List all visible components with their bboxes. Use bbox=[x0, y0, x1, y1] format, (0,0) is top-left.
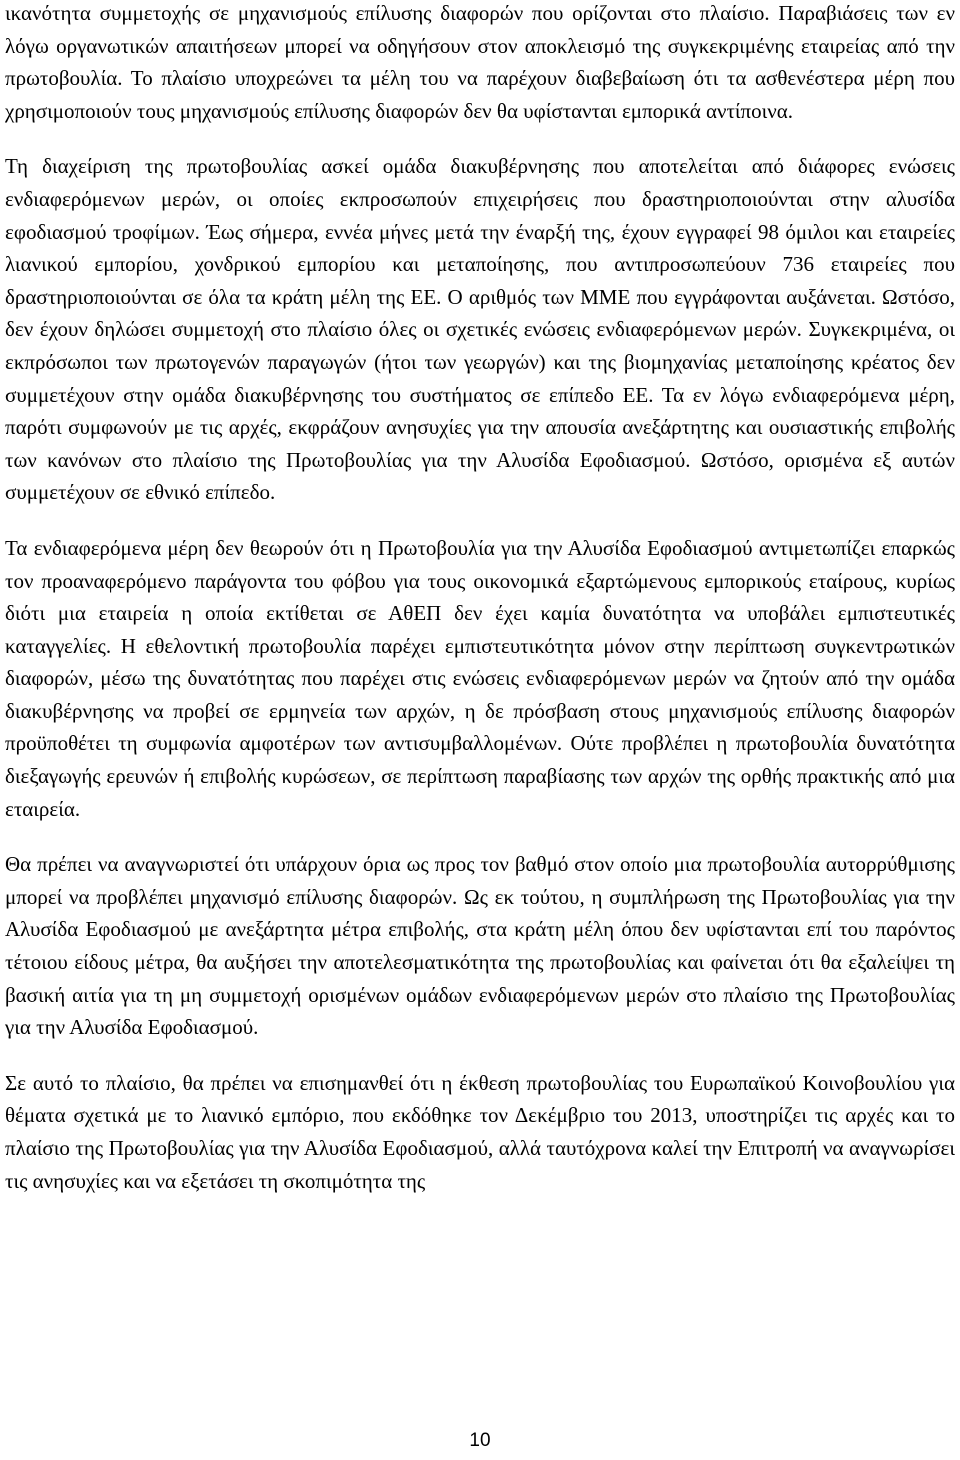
paragraph-parliament-report: Σε αυτό το πλαίσιο, θα πρέπει να επισημανθεί ότι η έκθεση πρωτοβουλίας του Ευρωπαϊκού Κοινοβουλίου για θέματα σχετικά με το λιανικό εμπόριο, που εκδόθηκε τον Δεκέμβριο του 2013, υποστηρίζει τις αρχές και το πλαίσιο της Πρωτοβουλίας για την Αλυσίδα Εφοδιασμού, αλλά ταυτόχρονα καλεί την Επιτροπή να αναγνωρίσει τις ανησυχίες και να εξετάσει τη σκοπιμότητα της bbox=[5, 1070, 955, 1193]
document-page bbox=[5, 0, 955, 1197]
paragraph-governance-group: Τη διαχείριση της πρωτοβουλίας ασκεί ομάδα διακυβέρνησης που αποτελείται από διάφορες ενώσεις ενδιαφερόμενων μερών, οι οποίες εκπροσωπούν επιχειρήσεις που δραστηριοποιούνται στην αλυσίδα εφοδιασμού τροφίμων. Έως σήμερα, εννέα μήνες μετά την έναρξή της, έχουν εγγραφεί 98 όμιλοι και εταιρείες λιανικού εμπορίου, χονδρικού εμπορίου και μεταποίησης, που αντιπροσωπεύουν 736 εταιρείες που δραστηριοποιούνται σε όλα τα κράτη μέλη της ΕΕ. Ο αριθμός των ΜΜΕ που εγγράφονται αυξάνεται. Ωστόσο, δεν έχουν δηλώσει συμμετοχή στο πλαίσιο όλες οι σχετικές ενώσεις ενδιαφερόμενων μερών. Συγκεκριμένα, οι εκπρόσωποι των πρωτογενών παραγωγών (ήτοι των γεωργών) και της βιομηχανίας μεταποίησης κρέατος δεν συμμετέχουν στην ομάδα διακυβέρνησης του συστήματος σε επίπεδο ΕΕ. Τα εν λόγω ενδιαφερόμενα μέρη, παρότι συμφωνούν με τις αρχές, εκφράζουν ανησυχίες για την απουσία ανεξάρτητης και ουσιαστικής επιβολής των κανόνων στο πλαίσιο της Πρωτοβουλίας για την Αλυσίδα Εφοδιασμού. Ωστόσο, ορισμένα εξ αυτών συμμετέχουν σε εθνικό επίπεδο. bbox=[5, 154, 955, 505]
paragraph-dispute-resolution: ικανότητα συμμετοχής σε μηχανισμούς επίλυσης διαφορών που ορίζονται στο πλαίσιο. Παραβιάσεις των εν λόγω οργανωτικών απαιτήσεων μπορεί να οδηγήσουν στον αποκλεισμό της συγκεκριμένης εταιρείας από την πρωτοβουλία. Το πλαίσιο υποχρεώνει τα μέλη του να παρέχουν διαβεβαίωση ότι τα ασθενέστερα μέρη που χρησιμοποιούν τους μηχανισμούς επίλυσης διαφορών δεν θα υφίστανται εμπορικά αντίποινα. bbox=[5, 1, 955, 123]
paragraph-fear-factor: Τα ενδιαφερόμενα μέρη δεν θεωρούν ότι η Πρωτοβουλία για την Αλυσίδα Εφοδιασμού αντιμετωπίζει επαρκώς τον προαναφερόμενο παράγοντα του φόβου για τους οικονομικά εξαρτώμενους εμπορικούς εταίρους, κυρίως διότι μια εταιρεία η οποία εκτίθεται σε ΑθΕΠ δεν έχει καμία δυνατότητα να υποβάλει εμπιστευτικές καταγγελίες. Η εθελοντική πρωτοβουλία παρέχει εμπιστευτικότητα μόνον στην περίπτωση συγκεντρωτικών διαφορών, μέσω της δυνατότητας που παρέχει στις ενώσεις ενδιαφερόμενων μερών να ζητούν από την ομάδα διακυβέρνησης να προβεί σε ερμηνεία των αρχών, η δε πρόσβαση στους μηχανισμούς επίλυσης διαφορών προϋποθέτει τη συμφωνία αμφοτέρων των αντισυμβαλλομένων. Ούτε προβλέπει η πρωτοβουλία δυνατότητα διεξαγωγής ερευνών ή επιβολής κυρώσεων, σε περίπτωση παραβίασης των αρχών της ορθής πρακτικής από μια εταιρεία. bbox=[5, 535, 955, 821]
paragraph-self-regulation-limits: Θα πρέπει να αναγνωριστεί ότι υπάρχουν όρια ως προς τον βαθμό στον οποίο μια πρωτοβουλία αυτορρύθμισης μπορεί να προβλέπει μηχανισμό επίλυσης διαφορών. Ως εκ τούτου, η συμπλήρωση της Πρωτοβουλίας για την Αλυσίδα Εφοδιασμού με ανεξάρτητα μέτρα επιβολής, στα κράτη μέλη όπου δεν υφίστανται επί του παρόντος τέτοιου είδους μέτρα, θα αυξήσει την αποτελεσματικότητα της πρωτοβουλίας και φαίνεται ότι θα εξαλείψει τη βασική αιτία για τη μη συμμετοχή ορισμένων ομάδων ενδιαφερόμενων μερών στο πλαίσιο της Πρωτοβουλίας για την Αλυσίδα Εφοδιασμού. bbox=[5, 852, 955, 1040]
page-number: 10 bbox=[469, 1430, 491, 1451]
